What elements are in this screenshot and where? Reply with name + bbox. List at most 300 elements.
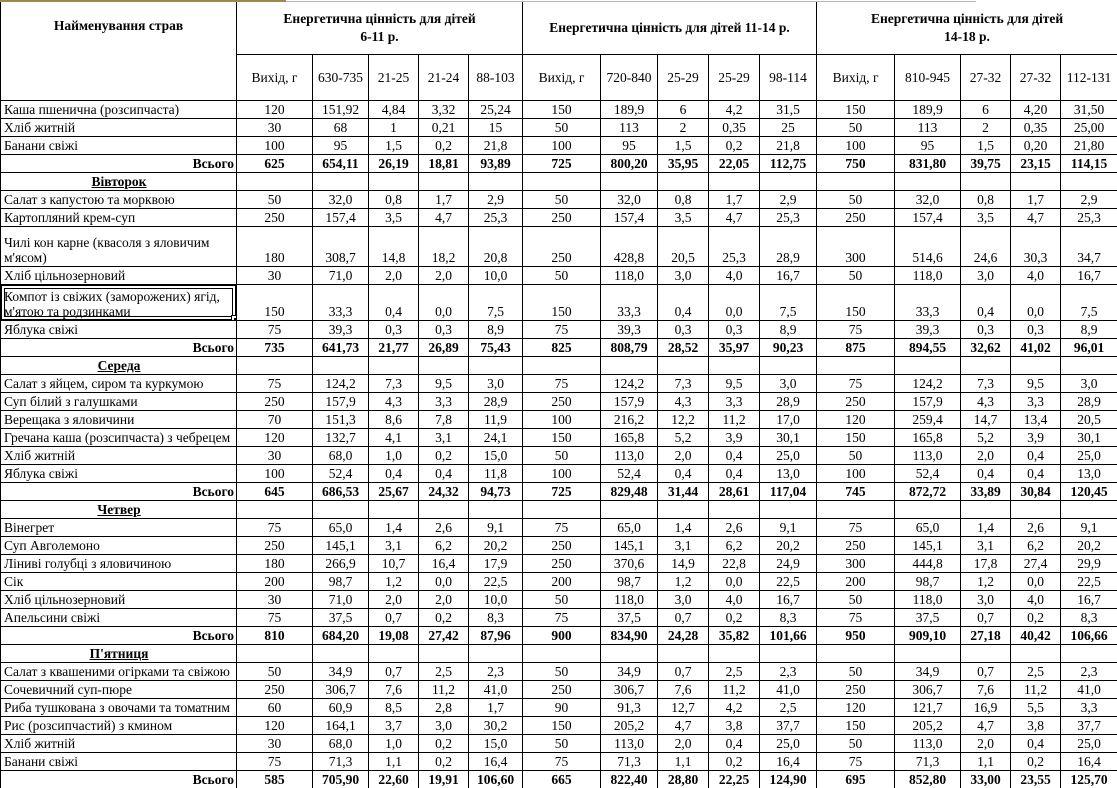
value-cell[interactable]: 22,5 [760, 573, 817, 591]
value-cell[interactable]: 50 [817, 663, 895, 681]
value-cell[interactable]: 60 [237, 699, 313, 717]
value-cell[interactable] [523, 173, 601, 191]
value-cell[interactable]: 71,3 [601, 753, 658, 771]
total-label-cell[interactable]: Всього [1, 155, 237, 173]
value-cell[interactable]: 120,45 [1061, 483, 1117, 501]
value-cell[interactable]: 35,95 [658, 155, 709, 173]
value-cell[interactable]: 41,0 [760, 681, 817, 699]
value-cell[interactable]: 100 [523, 465, 601, 483]
dish-name-cell[interactable]: Сік [1, 573, 237, 591]
value-cell[interactable]: 94,73 [469, 483, 523, 501]
value-cell[interactable]: 2,0 [369, 591, 419, 609]
value-cell[interactable] [237, 357, 313, 375]
value-cell[interactable] [601, 645, 658, 663]
value-cell[interactable]: 3,5 [658, 209, 709, 227]
value-cell[interactable]: 5,2 [658, 429, 709, 447]
col-header-output-g[interactable]: Вихід, г [817, 55, 895, 101]
value-cell[interactable]: 20,2 [760, 537, 817, 555]
value-cell[interactable]: 50 [817, 447, 895, 465]
value-cell[interactable]: 0,21 [419, 119, 469, 137]
value-cell[interactable]: 124,2 [313, 375, 369, 393]
value-cell[interactable]: 0,3 [961, 321, 1011, 339]
value-cell[interactable]: 124,2 [895, 375, 961, 393]
value-cell[interactable]: 0,4 [1011, 735, 1061, 753]
value-cell[interactable]: 15,0 [469, 735, 523, 753]
value-cell[interactable]: 24,28 [658, 627, 709, 645]
value-cell[interactable]: 7,5 [1061, 285, 1117, 321]
value-cell[interactable]: 11,2 [1011, 681, 1061, 699]
dish-name-cell[interactable]: Яблука свіжі [1, 465, 237, 483]
value-cell[interactable]: 4,2 [709, 101, 760, 119]
value-cell[interactable]: 3,5 [961, 209, 1011, 227]
value-cell[interactable]: 4,3 [658, 393, 709, 411]
group-header-14-18[interactable] [817, 2, 1117, 55]
value-cell[interactable] [961, 645, 1011, 663]
value-cell[interactable]: 75 [523, 519, 601, 537]
value-cell[interactable]: 300 [817, 555, 895, 573]
value-cell[interactable]: 13,0 [1061, 465, 1117, 483]
value-cell[interactable]: 27,18 [961, 627, 1011, 645]
value-cell[interactable]: 50 [523, 119, 601, 137]
value-cell[interactable]: 20,2 [469, 537, 523, 555]
value-cell[interactable]: 150 [523, 285, 601, 321]
group-header-6-11[interactable] [237, 2, 523, 55]
value-cell[interactable]: 0,4 [1011, 447, 1061, 465]
col-header-carb-range[interactable]: 98-114 [760, 55, 817, 101]
dish-name-cell[interactable]: Салат з квашеними огірками та свіжою [1, 663, 237, 681]
value-cell[interactable]: 75 [523, 609, 601, 627]
value-cell[interactable]: 4,1 [369, 429, 419, 447]
value-cell[interactable]: 150 [817, 429, 895, 447]
value-cell[interactable]: 71,0 [313, 591, 369, 609]
value-cell[interactable]: 157,9 [895, 393, 961, 411]
value-cell[interactable] [601, 501, 658, 519]
value-cell[interactable]: 16,7 [760, 267, 817, 285]
value-cell[interactable]: 852,80 [895, 771, 961, 788]
value-cell[interactable]: 118,0 [601, 591, 658, 609]
value-cell[interactable]: 157,9 [313, 393, 369, 411]
value-cell[interactable] [601, 173, 658, 191]
value-cell[interactable]: 95 [601, 137, 658, 155]
dish-name-cell[interactable]: Гречана каша (розсипчаста) з чебрецем [1, 429, 237, 447]
value-cell[interactable]: 33,3 [313, 285, 369, 321]
value-cell[interactable]: 11,2 [709, 681, 760, 699]
value-cell[interactable]: 25,24 [469, 101, 523, 119]
value-cell[interactable]: 829,48 [601, 483, 658, 501]
value-cell[interactable]: 25,3 [1061, 209, 1117, 227]
value-cell[interactable]: 165,8 [601, 429, 658, 447]
value-cell[interactable] [1011, 173, 1061, 191]
value-cell[interactable]: 30 [237, 447, 313, 465]
value-cell[interactable]: 6,2 [1011, 537, 1061, 555]
value-cell[interactable] [313, 645, 369, 663]
value-cell[interactable]: 150 [523, 717, 601, 735]
value-cell[interactable]: 0,4 [961, 465, 1011, 483]
value-cell[interactable]: 1,7 [469, 699, 523, 717]
value-cell[interactable]: 0,3 [658, 321, 709, 339]
value-cell[interactable]: 124,2 [601, 375, 658, 393]
value-cell[interactable]: 3,3 [709, 393, 760, 411]
value-cell[interactable]: 0,3 [1011, 321, 1061, 339]
value-cell[interactable]: 11,2 [709, 411, 760, 429]
value-cell[interactable]: 113,0 [895, 735, 961, 753]
value-cell[interactable]: 0,7 [658, 609, 709, 627]
value-cell[interactable]: 0,35 [709, 119, 760, 137]
value-cell[interactable]: 25,67 [369, 483, 419, 501]
dish-name-cell[interactable]: Хліб житній [1, 119, 237, 137]
value-cell[interactable]: 50 [817, 735, 895, 753]
value-cell[interactable]: 14,8 [369, 227, 419, 267]
value-cell[interactable]: 7,5 [469, 285, 523, 321]
value-cell[interactable]: 32,62 [961, 339, 1011, 357]
value-cell[interactable]: 15,0 [469, 447, 523, 465]
value-cell[interactable]: 50 [523, 591, 601, 609]
value-cell[interactable] [1061, 357, 1117, 375]
value-cell[interactable]: 7,6 [658, 681, 709, 699]
value-cell[interactable]: 0,4 [658, 285, 709, 321]
value-cell[interactable]: 0,2 [419, 753, 469, 771]
value-cell[interactable]: 12,7 [658, 699, 709, 717]
value-cell[interactable]: 157,9 [601, 393, 658, 411]
value-cell[interactable]: 0,4 [1011, 465, 1061, 483]
value-cell[interactable]: 3,8 [709, 717, 760, 735]
selection-handle[interactable] [231, 315, 237, 321]
value-cell[interactable]: 444,8 [895, 555, 961, 573]
value-cell[interactable]: 120 [237, 101, 313, 119]
value-cell[interactable]: 705,90 [313, 771, 369, 788]
value-cell[interactable]: 39,3 [313, 321, 369, 339]
value-cell[interactable]: 250 [817, 393, 895, 411]
value-cell[interactable]: 645 [237, 483, 313, 501]
value-cell[interactable]: 4,3 [369, 393, 419, 411]
value-cell[interactable]: 0,8 [658, 191, 709, 209]
value-cell[interactable] [313, 357, 369, 375]
value-cell[interactable]: 0,7 [961, 609, 1011, 627]
value-cell[interactable]: 17,8 [961, 555, 1011, 573]
value-cell[interactable]: 150 [817, 101, 895, 119]
value-cell[interactable]: 1,4 [961, 519, 1011, 537]
value-cell[interactable]: 75 [817, 609, 895, 627]
value-cell[interactable]: 8,9 [1061, 321, 1117, 339]
value-cell[interactable]: 8,9 [469, 321, 523, 339]
value-cell[interactable]: 20,5 [658, 227, 709, 267]
value-cell[interactable] [817, 645, 895, 663]
value-cell[interactable]: 21,8 [760, 137, 817, 155]
value-cell[interactable] [895, 173, 961, 191]
value-cell[interactable]: 2,9 [1061, 191, 1117, 209]
value-cell[interactable]: 2,3 [1061, 663, 1117, 681]
value-cell[interactable]: 665 [523, 771, 601, 788]
value-cell[interactable]: 157,4 [313, 209, 369, 227]
value-cell[interactable]: 22,8 [709, 555, 760, 573]
value-cell[interactable]: 695 [817, 771, 895, 788]
value-cell[interactable] [961, 357, 1011, 375]
value-cell[interactable]: 3,1 [961, 537, 1011, 555]
value-cell[interactable]: 39,75 [961, 155, 1011, 173]
value-cell[interactable]: 120 [817, 699, 895, 717]
value-cell[interactable]: 113,0 [895, 447, 961, 465]
value-cell[interactable]: 87,96 [469, 627, 523, 645]
value-cell[interactable]: 113 [601, 119, 658, 137]
value-cell[interactable]: 1,5 [658, 137, 709, 155]
value-cell[interactable]: 0,4 [419, 465, 469, 483]
value-cell[interactable]: 8,3 [1061, 609, 1117, 627]
value-cell[interactable]: 113,0 [601, 735, 658, 753]
value-cell[interactable]: 34,7 [1061, 227, 1117, 267]
value-cell[interactable]: 7,5 [760, 285, 817, 321]
value-cell[interactable]: 0,4 [709, 735, 760, 753]
value-cell[interactable]: 200 [237, 573, 313, 591]
value-cell[interactable]: 118,0 [895, 591, 961, 609]
value-cell[interactable]: 30 [237, 735, 313, 753]
value-cell[interactable]: 17,9 [469, 555, 523, 573]
value-cell[interactable]: 7,3 [369, 375, 419, 393]
value-cell[interactable]: 124,90 [760, 771, 817, 788]
value-cell[interactable]: 216,2 [601, 411, 658, 429]
value-cell[interactable]: 250 [523, 555, 601, 573]
value-cell[interactable]: 3,0 [658, 267, 709, 285]
value-cell[interactable]: 8,9 [760, 321, 817, 339]
value-cell[interactable]: 75 [523, 753, 601, 771]
value-cell[interactable]: 4,0 [709, 267, 760, 285]
value-cell[interactable]: 3,7 [369, 717, 419, 735]
value-cell[interactable]: 28,9 [469, 393, 523, 411]
value-cell[interactable]: 7,3 [961, 375, 1011, 393]
value-cell[interactable]: 34,9 [601, 663, 658, 681]
value-cell[interactable]: 0,2 [709, 609, 760, 627]
value-cell[interactable]: 1,1 [961, 753, 1011, 771]
value-cell[interactable]: 8,6 [369, 411, 419, 429]
value-cell[interactable] [760, 173, 817, 191]
value-cell[interactable]: 157,4 [895, 209, 961, 227]
value-cell[interactable] [1061, 645, 1117, 663]
value-cell[interactable]: 21,8 [469, 137, 523, 155]
value-cell[interactable]: 50 [817, 119, 895, 137]
value-cell[interactable]: 2,5 [1011, 663, 1061, 681]
value-cell[interactable]: 6,2 [709, 537, 760, 555]
value-cell[interactable]: 121,7 [895, 699, 961, 717]
value-cell[interactable] [760, 357, 817, 375]
value-cell[interactable]: 0,2 [419, 137, 469, 155]
dish-name-cell[interactable]: Ліниві голубці з яловичиною [1, 555, 237, 573]
value-cell[interactable]: 306,7 [895, 681, 961, 699]
value-cell[interactable]: 71,3 [895, 753, 961, 771]
value-cell[interactable]: 31,5 [760, 101, 817, 119]
value-cell[interactable] [658, 357, 709, 375]
value-cell[interactable]: 9,1 [760, 519, 817, 537]
col-header-kcal-range[interactable]: 630-735 [313, 55, 369, 101]
value-cell[interactable]: 50 [817, 267, 895, 285]
value-cell[interactable]: 3,9 [1011, 429, 1061, 447]
dish-name-cell[interactable]: Суп Авголемоно [1, 537, 237, 555]
value-cell[interactable]: 2,0 [419, 267, 469, 285]
value-cell[interactable] [419, 501, 469, 519]
dish-name-cell[interactable]: Хліб житній [1, 735, 237, 753]
value-cell[interactable] [760, 645, 817, 663]
total-label-cell[interactable]: Всього [1, 771, 237, 788]
value-cell[interactable]: 250 [817, 209, 895, 227]
value-cell[interactable] [369, 173, 419, 191]
value-cell[interactable]: 68,0 [313, 447, 369, 465]
value-cell[interactable]: 32,0 [895, 191, 961, 209]
dishes-column-header[interactable]: Найменування страв [1, 2, 237, 101]
value-cell[interactable] [817, 173, 895, 191]
value-cell[interactable]: 0,0 [419, 285, 469, 321]
value-cell[interactable]: 29,9 [1061, 555, 1117, 573]
value-cell[interactable]: 24,1 [469, 429, 523, 447]
value-cell[interactable]: 3,0 [658, 591, 709, 609]
value-cell[interactable]: 18,81 [419, 155, 469, 173]
value-cell[interactable]: 1,2 [369, 573, 419, 591]
value-cell[interactable]: 7,8 [419, 411, 469, 429]
value-cell[interactable]: 250 [523, 681, 601, 699]
value-cell[interactable]: 23,15 [1011, 155, 1061, 173]
value-cell[interactable]: 1,0 [369, 735, 419, 753]
value-cell[interactable]: 118,0 [601, 267, 658, 285]
value-cell[interactable]: 10,0 [469, 267, 523, 285]
dish-name-cell[interactable]: Апельсини свіжі [1, 609, 237, 627]
value-cell[interactable]: 7,6 [961, 681, 1011, 699]
value-cell[interactable] [658, 501, 709, 519]
value-cell[interactable]: 250 [817, 681, 895, 699]
value-cell[interactable]: 1,4 [658, 519, 709, 537]
dish-name-cell[interactable]: Верещака з яловичини [1, 411, 237, 429]
total-label-cell[interactable]: Всього [1, 627, 237, 645]
value-cell[interactable]: 250 [523, 537, 601, 555]
value-cell[interactable]: 33,3 [601, 285, 658, 321]
value-cell[interactable]: 150 [523, 429, 601, 447]
value-cell[interactable]: 20,5 [1061, 411, 1117, 429]
value-cell[interactable]: 33,3 [895, 285, 961, 321]
value-cell[interactable]: 13,0 [760, 465, 817, 483]
value-cell[interactable] [469, 645, 523, 663]
value-cell[interactable]: 745 [817, 483, 895, 501]
group-header-11-14[interactable] [523, 2, 817, 55]
value-cell[interactable]: 145,1 [313, 537, 369, 555]
value-cell[interactable]: 118,0 [895, 267, 961, 285]
value-cell[interactable]: 8,5 [369, 699, 419, 717]
value-cell[interactable]: 3,5 [369, 209, 419, 227]
value-cell[interactable]: 15 [469, 119, 523, 137]
col-header-output-g[interactable]: Вихід, г [523, 55, 601, 101]
value-cell[interactable]: 0,2 [1011, 753, 1061, 771]
value-cell[interactable]: 5,2 [961, 429, 1011, 447]
value-cell[interactable]: 13,4 [1011, 411, 1061, 429]
value-cell[interactable] [1011, 645, 1061, 663]
col-header-fat-range[interactable]: 25-29 [709, 55, 760, 101]
value-cell[interactable]: 11,2 [419, 681, 469, 699]
value-cell[interactable]: 7,6 [369, 681, 419, 699]
value-cell[interactable]: 52,4 [895, 465, 961, 483]
value-cell[interactable]: 4,84 [369, 101, 419, 119]
value-cell[interactable]: 33,89 [961, 483, 1011, 501]
value-cell[interactable]: 50 [817, 591, 895, 609]
value-cell[interactable]: 19,08 [369, 627, 419, 645]
value-cell[interactable]: 894,55 [895, 339, 961, 357]
value-cell[interactable]: 22,5 [1061, 573, 1117, 591]
value-cell[interactable]: 1,7 [419, 191, 469, 209]
value-cell[interactable]: 151,3 [313, 411, 369, 429]
value-cell[interactable]: 950 [817, 627, 895, 645]
value-cell[interactable]: 75 [237, 519, 313, 537]
value-cell[interactable]: 1,0 [369, 447, 419, 465]
value-cell[interactable]: 0,0 [709, 573, 760, 591]
value-cell[interactable]: 28,9 [760, 393, 817, 411]
value-cell[interactable]: 75 [237, 609, 313, 627]
value-cell[interactable]: 0,2 [419, 609, 469, 627]
value-cell[interactable]: 50 [817, 191, 895, 209]
dish-name-cell[interactable]: Суп білий з галушками [1, 393, 237, 411]
dish-name-cell[interactable]: Картопляний крем-суп [1, 209, 237, 227]
value-cell[interactable]: 822,40 [601, 771, 658, 788]
value-cell[interactable]: 686,53 [313, 483, 369, 501]
value-cell[interactable]: 26,19 [369, 155, 419, 173]
value-cell[interactable]: 39,3 [895, 321, 961, 339]
value-cell[interactable]: 1 [369, 119, 419, 137]
value-cell[interactable]: 106,66 [1061, 627, 1117, 645]
value-cell[interactable]: 2 [961, 119, 1011, 137]
dish-name-cell[interactable]: Чилі кон карне (квасоля з яловичим м'ясом) [1, 227, 237, 267]
day-label-cell[interactable]: Четвер [1, 501, 237, 519]
value-cell[interactable]: 250 [523, 227, 601, 267]
value-cell[interactable]: 0,4 [709, 465, 760, 483]
value-cell[interactable]: 2,6 [419, 519, 469, 537]
value-cell[interactable]: 16,7 [760, 591, 817, 609]
value-cell[interactable]: 22,25 [709, 771, 760, 788]
dish-name-cell[interactable]: Риба тушкована з овочами та томатним [1, 699, 237, 717]
value-cell[interactable]: 428,8 [601, 227, 658, 267]
value-cell[interactable]: 22,60 [369, 771, 419, 788]
value-cell[interactable]: 1,5 [961, 137, 1011, 155]
dish-name-cell[interactable]: Банани свіжі [1, 137, 237, 155]
value-cell[interactable]: 30 [237, 591, 313, 609]
value-cell[interactable]: 306,7 [601, 681, 658, 699]
value-cell[interactable] [709, 357, 760, 375]
value-cell[interactable]: 2,3 [469, 663, 523, 681]
value-cell[interactable]: 28,9 [760, 227, 817, 267]
value-cell[interactable] [419, 357, 469, 375]
dish-name-cell[interactable]: Рис (розсипчастий) з кмином [1, 717, 237, 735]
value-cell[interactable]: 35,97 [709, 339, 760, 357]
value-cell[interactable]: 4,7 [419, 209, 469, 227]
value-cell[interactable]: 37,5 [601, 609, 658, 627]
value-cell[interactable]: 0,2 [1011, 609, 1061, 627]
dish-name-cell[interactable]: Хліб житній [1, 447, 237, 465]
day-label-cell[interactable]: Середа [1, 357, 237, 375]
value-cell[interactable] [709, 645, 760, 663]
dish-name-cell[interactable]: Хліб цільнозерновий [1, 267, 237, 285]
value-cell[interactable]: 189,9 [895, 101, 961, 119]
value-cell[interactable]: 150 [237, 285, 313, 321]
value-cell[interactable]: 3,3 [1061, 699, 1117, 717]
value-cell[interactable]: 250 [237, 537, 313, 555]
value-cell[interactable]: 24,32 [419, 483, 469, 501]
value-cell[interactable]: 16,4 [469, 753, 523, 771]
value-cell[interactable]: 65,0 [601, 519, 658, 537]
value-cell[interactable]: 24,9 [760, 555, 817, 573]
value-cell[interactable]: 11,9 [469, 411, 523, 429]
value-cell[interactable]: 306,7 [313, 681, 369, 699]
value-cell[interactable]: 2,0 [961, 735, 1011, 753]
value-cell[interactable]: 4,0 [1011, 591, 1061, 609]
value-cell[interactable]: 14,7 [961, 411, 1011, 429]
value-cell[interactable]: 3,8 [1011, 717, 1061, 735]
value-cell[interactable] [369, 645, 419, 663]
value-cell[interactable]: 12,2 [658, 411, 709, 429]
value-cell[interactable]: 100 [237, 465, 313, 483]
value-cell[interactable]: 0,4 [961, 285, 1011, 321]
value-cell[interactable] [237, 501, 313, 519]
